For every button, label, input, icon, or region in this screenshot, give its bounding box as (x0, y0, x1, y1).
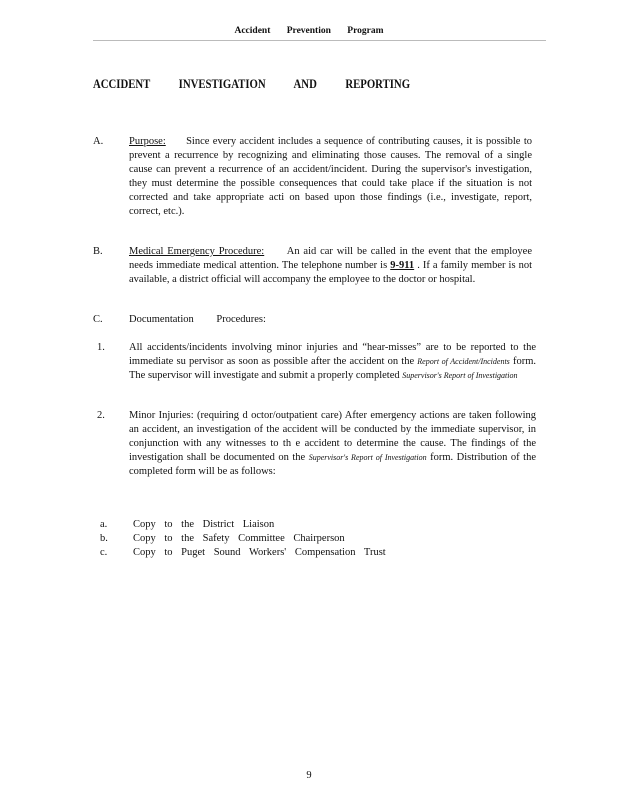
section-b-marker: B. (93, 246, 103, 257)
item-1-body-1: All accidents/incidents involving minor injuries and “hear-misses” are to be reported to the immediate su pervisor as soon as possible after the accident on the (129, 342, 536, 367)
item-2-form: Supervisor's Report of Investigation (308, 453, 427, 462)
section-b-body-1: An aid car will be called in the event that the employee needs immediate medical attention. The telephone number is (129, 246, 532, 271)
running-header: Accident Prevention Program (234, 26, 384, 36)
section-c-marker: C. (93, 314, 103, 325)
item-1-body-2: form. The supervisor will investigate and submit a properly completed (129, 356, 537, 381)
item-2-body-2: form. Distribution of the completed form will be as follows: (129, 452, 536, 477)
document-title: ACCIDENT INVESTIGATION AND REPORTING (93, 77, 411, 91)
item-1-form-1: Report of Accident/Incidents (417, 357, 510, 366)
item-1-text (129, 341, 536, 383)
item-2-marker: 2. (97, 410, 105, 421)
list-item-text: Copy to the Safety Committee Chairperson (133, 533, 345, 544)
list-item-text: Copy to Puget Sound Workers' Compensation Trust (133, 547, 386, 558)
section-c-label: Documentation Procedures: (129, 314, 266, 325)
item-2-text (129, 409, 536, 479)
item-1-marker: 1. (97, 342, 105, 353)
section-a-marker: A. (93, 136, 104, 147)
section-a-text (129, 135, 532, 219)
section-b-label: Medical Emergency Procedure: (129, 246, 265, 257)
section-b-text (129, 245, 532, 287)
item-2-body-1: Minor Injuries: (requiring d octor/outpatient care) After emergency actions are taken following an accident, an investigation of the accident will be conducted by the immediate supervisor, in conjunction with any witnesses to th e accident to determine the cause. The findings of the investigation shall be documented on the (129, 410, 536, 463)
list-item-marker: c. (100, 547, 108, 558)
section-a-body: Since every accident includes a sequence of contributing causes, it is possible to prevent a recurrence by recognizing and eliminating those causes. The removal of a single cause can prevent a recurrence of an accident/incident. During the supervisor's investigation, they must determine the possible consequences that could take place if the situation is not corrected and take appropriate acti on based upon those findings (i.e., investigate, report, correct, etc.). (129, 136, 532, 217)
header-rule (93, 40, 546, 41)
phone-number: 9-911 (390, 260, 415, 271)
item-1-form-2: Supervisor's Report of Investigation (402, 371, 518, 380)
page-number: 9 (306, 770, 312, 781)
section-b-body-2: . If a family member is not available, a district official will accompany the employee to the doctor or hospital. (129, 260, 532, 285)
section-a-label: Purpose: (129, 136, 166, 147)
list-item-marker: a. (100, 519, 108, 530)
list-item-marker: b. (100, 533, 108, 544)
list-item-text: Copy to the District Liaison (133, 519, 275, 530)
